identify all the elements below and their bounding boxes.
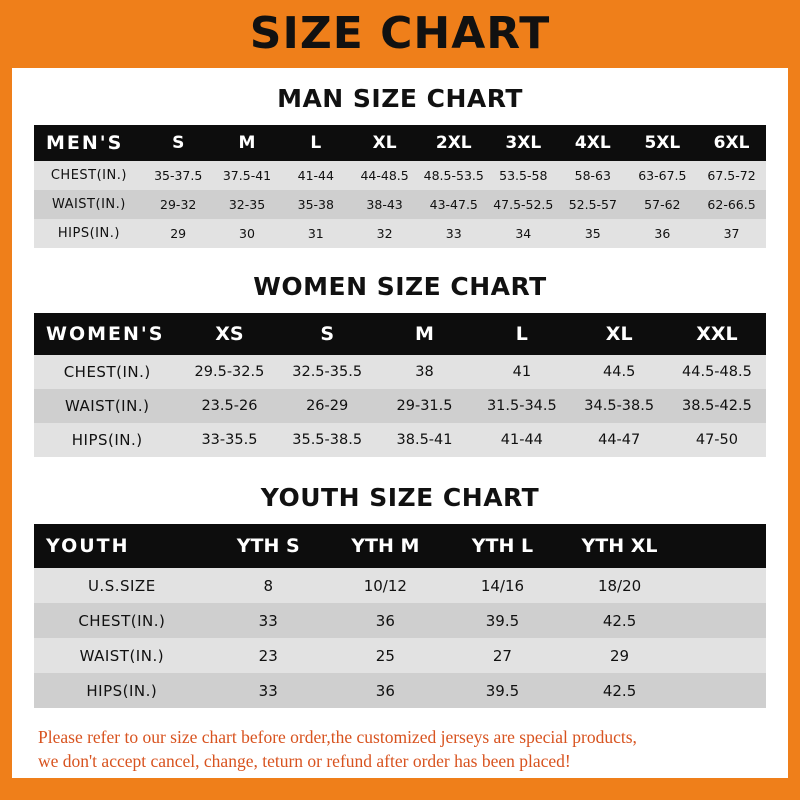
men-size-table [34,125,766,248]
women-cell: 41-44 [500,432,543,448]
women-cell: 47-50 [695,432,738,448]
women-cell: 38.5-42.5 [682,398,752,414]
men-cell: 29-32 [160,197,197,212]
women-cell: 44.5-48.5 [682,364,752,380]
youth-cell: 29 [610,646,630,665]
youth-spacer-cell [678,673,766,708]
women-table-header-row [34,313,766,355]
youth-cell: 39.5 [485,611,520,630]
women-cell: 38.5-41 [396,432,453,448]
youth-section [12,483,788,708]
women-cell: 44.5 [603,364,636,380]
youth-cell: 8 [263,576,273,595]
women-header-cell: S [320,323,334,345]
women-cell: 33-35.5 [201,432,258,448]
women-cell: 35.5-38.5 [292,432,363,448]
women-header-cell: L [515,323,528,345]
men-section-title: MAN SIZE CHART [277,84,523,113]
men-cell: 52.5-57 [568,197,617,212]
men-header-cell: L [310,133,322,153]
youth-cell: 42.5 [602,611,637,630]
youth-cell: 36 [375,611,395,630]
men-cell: 37.5-41 [222,168,272,183]
women-cell: 32.5-35.5 [292,364,363,380]
youth-cell: 18/20 [597,576,642,595]
table-row [34,603,766,638]
men-header-cell: M [238,133,256,153]
women-cell: 31.5-34.5 [486,398,557,414]
header-band [0,0,800,68]
men-cell: 47.5-52.5 [493,197,554,212]
men-cell: 67.5-72 [707,168,756,183]
women-cell: 29.5-32.5 [194,364,265,380]
footer-band [0,778,800,800]
men-cell: 29 [170,226,187,241]
youth-row-label: U.S.SIZE [87,576,156,595]
table-row [34,638,766,673]
youth-section-title: YOUTH SIZE CHART [260,483,540,512]
women-section [12,272,788,457]
men-header-cell: 5XL [644,133,681,153]
men-cell: 36 [654,226,671,241]
men-cell: 38-43 [366,197,403,212]
table-row [34,423,766,457]
youth-spacer-cell [678,638,766,673]
page-title: SIZE CHART [249,8,551,59]
men-cell: 58-63 [574,168,611,183]
youth-cell: 27 [492,646,512,665]
youth-header-spacer [678,524,766,568]
table-row [34,568,766,603]
youth-header-cell: YTH L [471,535,534,557]
men-header-cell: 2XL [435,133,472,153]
men-cell: 35-38 [297,197,334,212]
youth-spacer-cell [678,603,766,638]
men-table-header-row [34,125,766,161]
women-cell: 41 [512,364,532,380]
men-cell: 53.5-58 [499,168,548,183]
men-header-cell: S [172,133,185,153]
men-row-label: HIPS(IN.) [57,226,120,241]
women-header-cell: XL [605,323,633,345]
men-cell: 44-48.5 [360,168,409,183]
men-cell: 63-67.5 [638,168,687,183]
men-section [12,84,788,248]
men-row-label: WAIST(IN.) [51,197,126,212]
men-cell: 34 [515,226,532,241]
women-header-cell: XS [215,323,244,345]
men-cell: 33 [445,226,462,241]
youth-cell: 33 [258,681,278,700]
women-cell: 29-31.5 [396,398,453,414]
men-cell: 35 [584,226,601,241]
men-header-cell: 4XL [574,133,611,153]
youth-row-label: CHEST(IN.) [78,611,166,630]
order-policy-note [38,726,762,773]
men-cell: 43-47.5 [429,197,478,212]
table-row [34,190,766,219]
youth-cell: 25 [375,646,395,665]
youth-row-label: WAIST(IN.) [79,646,165,665]
women-row-label: CHEST(IN.) [63,363,151,381]
youth-spacer-cell [678,568,766,603]
youth-cell: 14/16 [480,576,525,595]
men-cell: 62-66.5 [707,197,756,212]
men-cell: 30 [239,226,255,241]
youth-header-cell: YTH M [351,535,420,557]
table-row [34,673,766,708]
women-cell: 38 [415,364,434,380]
table-row [34,355,766,389]
youth-cell: 23 [258,646,278,665]
women-header-cell: XXL [696,323,738,345]
table-row [34,161,766,190]
women-row-label: HIPS(IN.) [71,431,143,449]
men-cell: 48.5-53.5 [423,168,484,183]
women-cell: 44-47 [598,432,641,448]
youth-cell: 39.5 [485,681,520,700]
youth-cell: 10/12 [363,576,407,595]
men-row-label: CHEST(IN.) [50,168,127,183]
youth-header-cell: YTH S [236,535,300,557]
women-cell: 23.5-26 [201,398,258,414]
men-cell: 57-62 [644,197,681,212]
women-header-cell: M [415,323,434,345]
youth-cell: 36 [375,681,395,700]
men-header-cell: 6XL [713,133,750,153]
men-cell: 32-35 [228,197,266,212]
men-cell: 35-37.5 [154,168,203,183]
youth-header-cell: YTH XL [581,535,658,557]
women-size-table [34,313,766,457]
men-header-cell: 3XL [505,133,542,153]
men-cell: 41-44 [297,168,334,183]
order-policy-note-line1: Please refer to our size chart before order,the customized jerseys are special products, [38,727,637,747]
youth-size-table [34,524,766,708]
women-cell: 26-29 [306,398,349,414]
youth-row-label: HIPS(IN.) [86,681,158,700]
men-cell: 37 [723,226,740,241]
order-policy-note-line2: we don't accept cancel, change, teturn or refund after order has been placed! [38,750,571,771]
women-header-cell: WOMEN'S [46,323,165,345]
youth-table-header-row [34,524,766,568]
men-cell: 31 [307,226,324,241]
women-row-label: WAIST(IN.) [64,397,150,415]
women-section-title: WOMEN SIZE CHART [253,272,547,301]
table-row [34,389,766,423]
youth-header-cell: YOUTH [46,535,130,557]
youth-cell: 42.5 [602,681,637,700]
men-header-cell: XL [372,133,397,153]
women-cell: 34.5-38.5 [584,398,655,414]
table-row [34,219,766,248]
men-cell: 32 [376,226,393,241]
men-header-cell: MEN'S [46,132,124,154]
youth-cell: 33 [258,611,278,630]
